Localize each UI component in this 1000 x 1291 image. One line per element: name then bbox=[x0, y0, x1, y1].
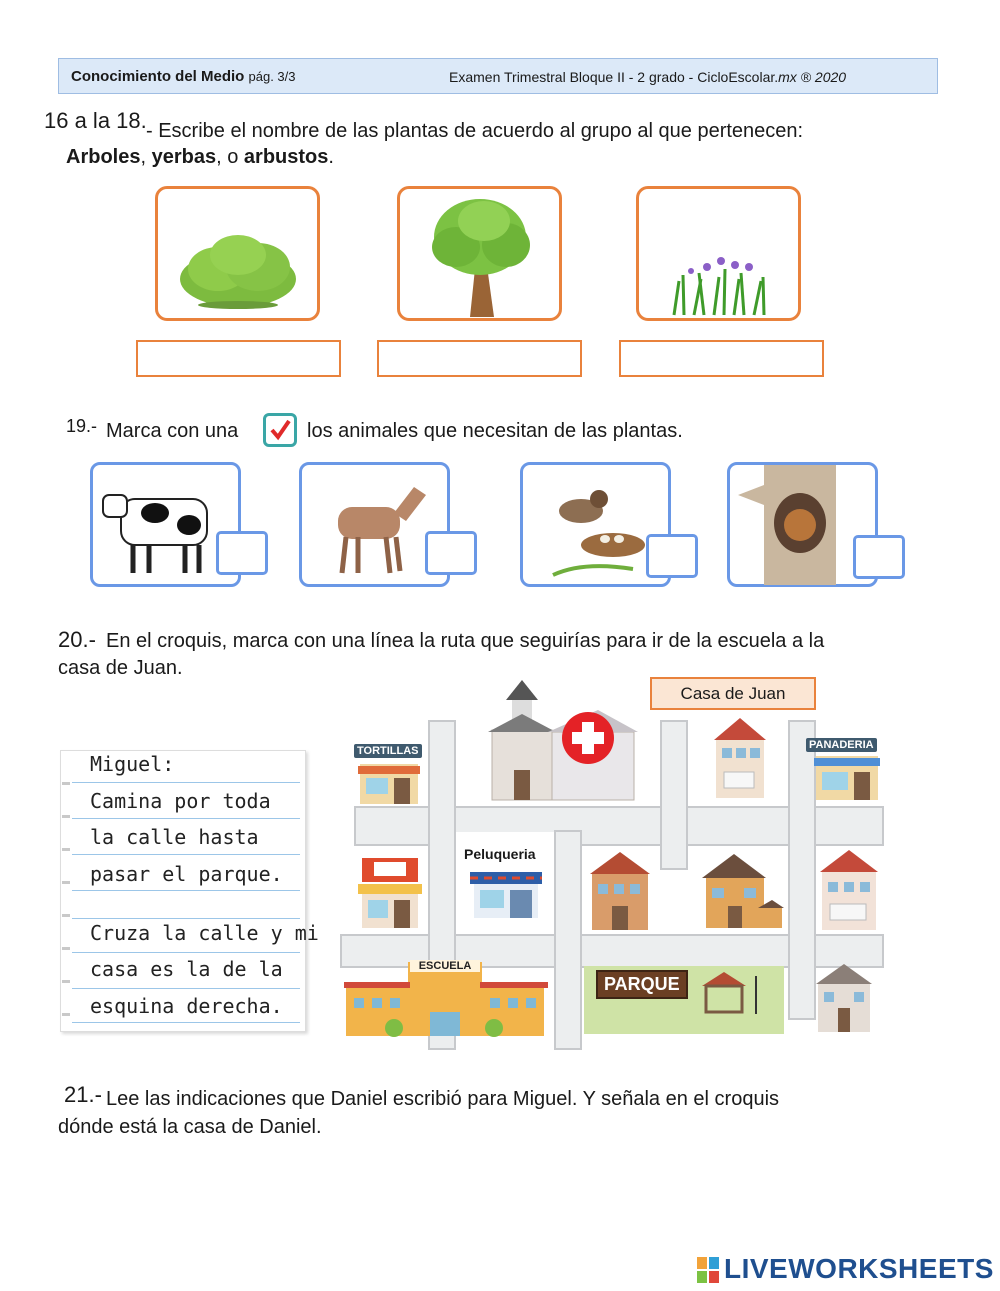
note-binding bbox=[62, 752, 70, 1028]
q19-text-before: Marca con una bbox=[106, 420, 239, 442]
header-exam: Examen Trimestral Bloque II - bbox=[449, 69, 634, 85]
sep: . bbox=[328, 146, 334, 168]
church-icon bbox=[488, 680, 638, 802]
shrub-icon bbox=[158, 189, 318, 319]
q16-text: - Escribe el nombre de las plantas de acuerdo al grupo al que pertenecen: bbox=[146, 120, 804, 142]
header-mx: mx bbox=[778, 69, 797, 85]
house-green[interactable] bbox=[692, 848, 784, 932]
parque-area[interactable] bbox=[584, 966, 784, 1034]
note-line-4: pasar el parque. bbox=[90, 862, 283, 886]
q16-number: 16 a la 18. bbox=[44, 108, 147, 133]
gazebo-icon bbox=[584, 966, 784, 1034]
note-rule bbox=[72, 918, 300, 919]
panaderia-label: PANADERIA bbox=[806, 738, 877, 752]
page-header bbox=[58, 58, 938, 94]
note-line-3: la calle hasta bbox=[90, 825, 259, 849]
check-box-squirrel[interactable] bbox=[853, 535, 905, 579]
check-box-bird[interactable] bbox=[646, 534, 698, 578]
panaderia-shop[interactable] bbox=[806, 726, 888, 802]
road-vertical-2[interactable] bbox=[554, 830, 582, 1050]
escuela-label: ESCUELA bbox=[410, 960, 480, 972]
header-grade: 2 grado - CicloEscolar. bbox=[637, 69, 779, 85]
footer-brand[interactable]: LIVEWORKSHEETS bbox=[724, 1253, 994, 1284]
house-top[interactable] bbox=[710, 716, 770, 800]
header-year: ® 2020 bbox=[800, 69, 847, 85]
house-icon bbox=[710, 716, 770, 800]
house-icon bbox=[584, 848, 656, 932]
note-line-2: Camina por toda bbox=[90, 789, 271, 813]
shop-icon bbox=[354, 744, 426, 806]
grass-image-box bbox=[636, 186, 801, 321]
casa-juan-label: Casa de Juan bbox=[650, 677, 816, 710]
note-line-5: Cruza la calle y mi bbox=[90, 921, 319, 945]
house-grey[interactable] bbox=[814, 962, 874, 1034]
house-icon bbox=[814, 962, 874, 1034]
church-hospital[interactable] bbox=[488, 680, 638, 802]
q19-text-after: los animales que necesitan de las plantas. bbox=[307, 420, 683, 442]
header-subject: Conocimiento del Medio bbox=[71, 68, 245, 85]
road-vertical-3[interactable] bbox=[660, 720, 688, 870]
note-rule bbox=[72, 890, 300, 891]
parque-sign: PARQUE bbox=[596, 970, 688, 999]
house-pink[interactable] bbox=[816, 848, 882, 932]
q21-number: 21.- bbox=[64, 1082, 102, 1107]
note-rule bbox=[72, 854, 300, 855]
note-line-1: Miguel: bbox=[90, 752, 175, 776]
house-brown[interactable] bbox=[584, 848, 656, 932]
peluqueria-label: Peluqueria bbox=[464, 846, 536, 862]
note-rule bbox=[72, 782, 300, 783]
answer-input-2[interactable] bbox=[377, 340, 582, 377]
sep: , bbox=[140, 146, 147, 168]
tortillas-label: TORTILLAS bbox=[354, 744, 422, 758]
q20-number: 20.- bbox=[58, 627, 96, 652]
shop-icon bbox=[806, 726, 888, 802]
q20-line1: En el croquis, marca con una línea la ruta que seguirías para ir de la escuela a la bbox=[106, 630, 825, 652]
barber-icon bbox=[456, 832, 554, 932]
note-rule bbox=[72, 1022, 300, 1023]
note-rule bbox=[72, 818, 300, 819]
shrub-image-box bbox=[155, 186, 320, 321]
checkmark-icon bbox=[263, 413, 297, 447]
peluqueria-shop[interactable] bbox=[456, 832, 554, 932]
escuela-building[interactable] bbox=[344, 948, 548, 1040]
q21-line1: Lee las indicaciones que Daniel escribió para Miguel. Y señala en el croquis bbox=[106, 1088, 780, 1110]
note-line-7: esquina derecha. bbox=[90, 994, 283, 1018]
note-rule bbox=[72, 988, 300, 989]
tortillas-shop[interactable] bbox=[354, 744, 426, 806]
q19-number: 19.- bbox=[66, 416, 98, 436]
opt-yerbas: yerbas bbox=[151, 146, 217, 168]
check-box-horse[interactable] bbox=[425, 531, 477, 575]
opt-arbustos: arbustos bbox=[243, 146, 329, 168]
q16-options bbox=[66, 146, 334, 169]
header-page: pág. 3/3 bbox=[248, 69, 296, 84]
opt-arboles: Arboles bbox=[66, 146, 141, 168]
note-rule bbox=[72, 952, 300, 953]
store-icon bbox=[354, 848, 426, 932]
sep: , o bbox=[216, 146, 239, 168]
q21-line2: dónde está la casa de Daniel. bbox=[58, 1116, 322, 1138]
tree-image-box bbox=[397, 186, 562, 321]
tree-icon bbox=[400, 189, 560, 319]
grass-icon bbox=[639, 189, 799, 319]
liveworksheets-logo-icon bbox=[697, 1257, 721, 1283]
answer-input-3[interactable] bbox=[619, 340, 824, 377]
house-icon bbox=[692, 848, 784, 932]
note-line-6: casa es la de la bbox=[90, 957, 283, 981]
house-icon bbox=[816, 848, 882, 932]
answer-input-1[interactable] bbox=[136, 340, 341, 377]
q20-line2: casa de Juan. bbox=[58, 657, 183, 679]
header-right bbox=[449, 69, 846, 85]
store-red[interactable] bbox=[354, 848, 426, 932]
header-left bbox=[71, 68, 296, 85]
check-box-cow[interactable] bbox=[216, 531, 268, 575]
map-croquis[interactable] bbox=[340, 680, 890, 1060]
